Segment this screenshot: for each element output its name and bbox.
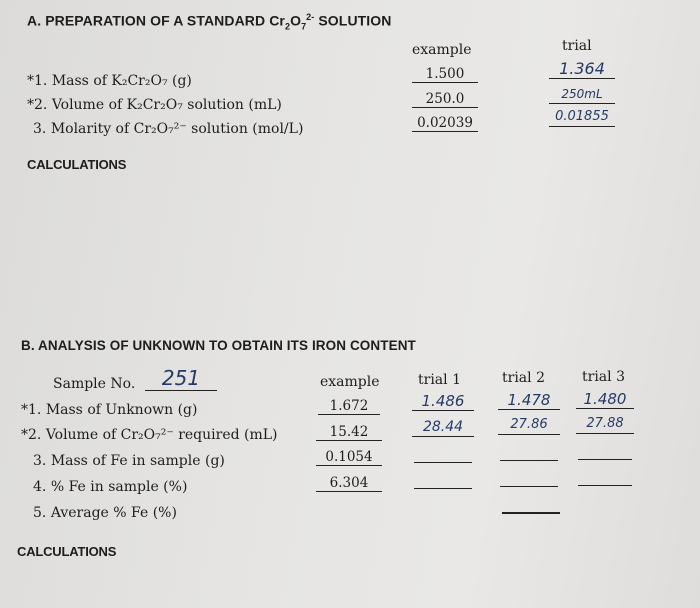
section-a-example-molarity: 0.02039 [412, 115, 478, 132]
section-a-title: A. PREPARATION OF A STANDARD $Cr_2O_7^{2-}$ SOLUTION [27, 12, 392, 32]
trial1-mass[interactable]: 1.486 [412, 392, 474, 411]
section-b-row-3: 3. Mass of Fe in sample (g) [33, 453, 225, 469]
section-b-col-example: example [320, 374, 380, 390]
section-b-example-volume: 15.42 [316, 424, 382, 441]
trial3-mass[interactable]: 1.480 [576, 390, 634, 409]
section-a-col-example: example [412, 42, 472, 58]
section-a-calculations: CALCULATIONS [27, 157, 127, 172]
bleed-through-text [60, 222, 64, 237]
trial2-mass[interactable]: 1.478 [498, 391, 560, 410]
trial1-volume[interactable]: 28.44 [412, 418, 474, 437]
section-b-example-mass: 1.672 [318, 398, 380, 415]
trial1-fe-percent-blank[interactable] [414, 472, 472, 489]
average-fe-blank[interactable] [502, 496, 560, 514]
section-b-calculations: CALCULATIONS [17, 544, 117, 559]
trial2-fe-mass-blank[interactable] [500, 444, 558, 461]
trial2-volume[interactable]: 27.86 [498, 416, 560, 435]
section-b-col-trial2: trial 2 [502, 370, 545, 386]
section-b-col-trial1: trial 1 [418, 372, 461, 388]
section-b-row-5: 5. Average % Fe (%) [33, 505, 177, 521]
trial2-fe-percent-blank[interactable] [500, 470, 558, 487]
sample-no-label: Sample No. [53, 376, 136, 392]
section-a-col-trial: trial [562, 38, 592, 54]
section-b-col-trial3: trial 3 [582, 369, 625, 385]
section-b-title: B. ANALYSIS OF UNKNOWN TO OBTAIN ITS IRON CONTENT [21, 338, 416, 353]
trial3-volume[interactable]: 27.88 [576, 415, 634, 434]
trial1-fe-mass-blank[interactable] [414, 446, 472, 463]
section-a-row-2: *2. Volume of K₂Cr₂O₇ solution (mL) [27, 97, 282, 113]
trial3-fe-mass-blank[interactable] [578, 443, 632, 460]
section-b-example-fe-percent: 6.304 [316, 475, 382, 492]
sample-number[interactable]: 251 [145, 366, 217, 391]
section-b-row-4: 4. % Fe in sample (%) [33, 479, 188, 495]
section-a-example-mass: 1.500 [412, 66, 478, 83]
section-a-row-1: *1. Mass of K₂Cr₂O₇ (g) [27, 73, 192, 89]
section-b-row-2: *2. Volume of Cr₂O₇²⁻ required (mL) [21, 427, 278, 443]
section-a-trial-molarity[interactable]: 0.01855 [549, 108, 615, 127]
section-a-trial-volume[interactable]: 250mL [549, 85, 615, 104]
section-a-example-volume: 250.0 [412, 91, 478, 108]
section-a-row-3: 3. Molarity of Cr₂O₇²⁻ solution (mol/L) [33, 121, 304, 137]
section-a-trial-mass[interactable]: 1.364 [549, 60, 615, 79]
section-b-row-1: *1. Mass of Unknown (g) [21, 402, 198, 418]
section-b-example-fe-mass: 0.1054 [316, 449, 382, 466]
trial3-fe-percent-blank[interactable] [578, 469, 632, 486]
